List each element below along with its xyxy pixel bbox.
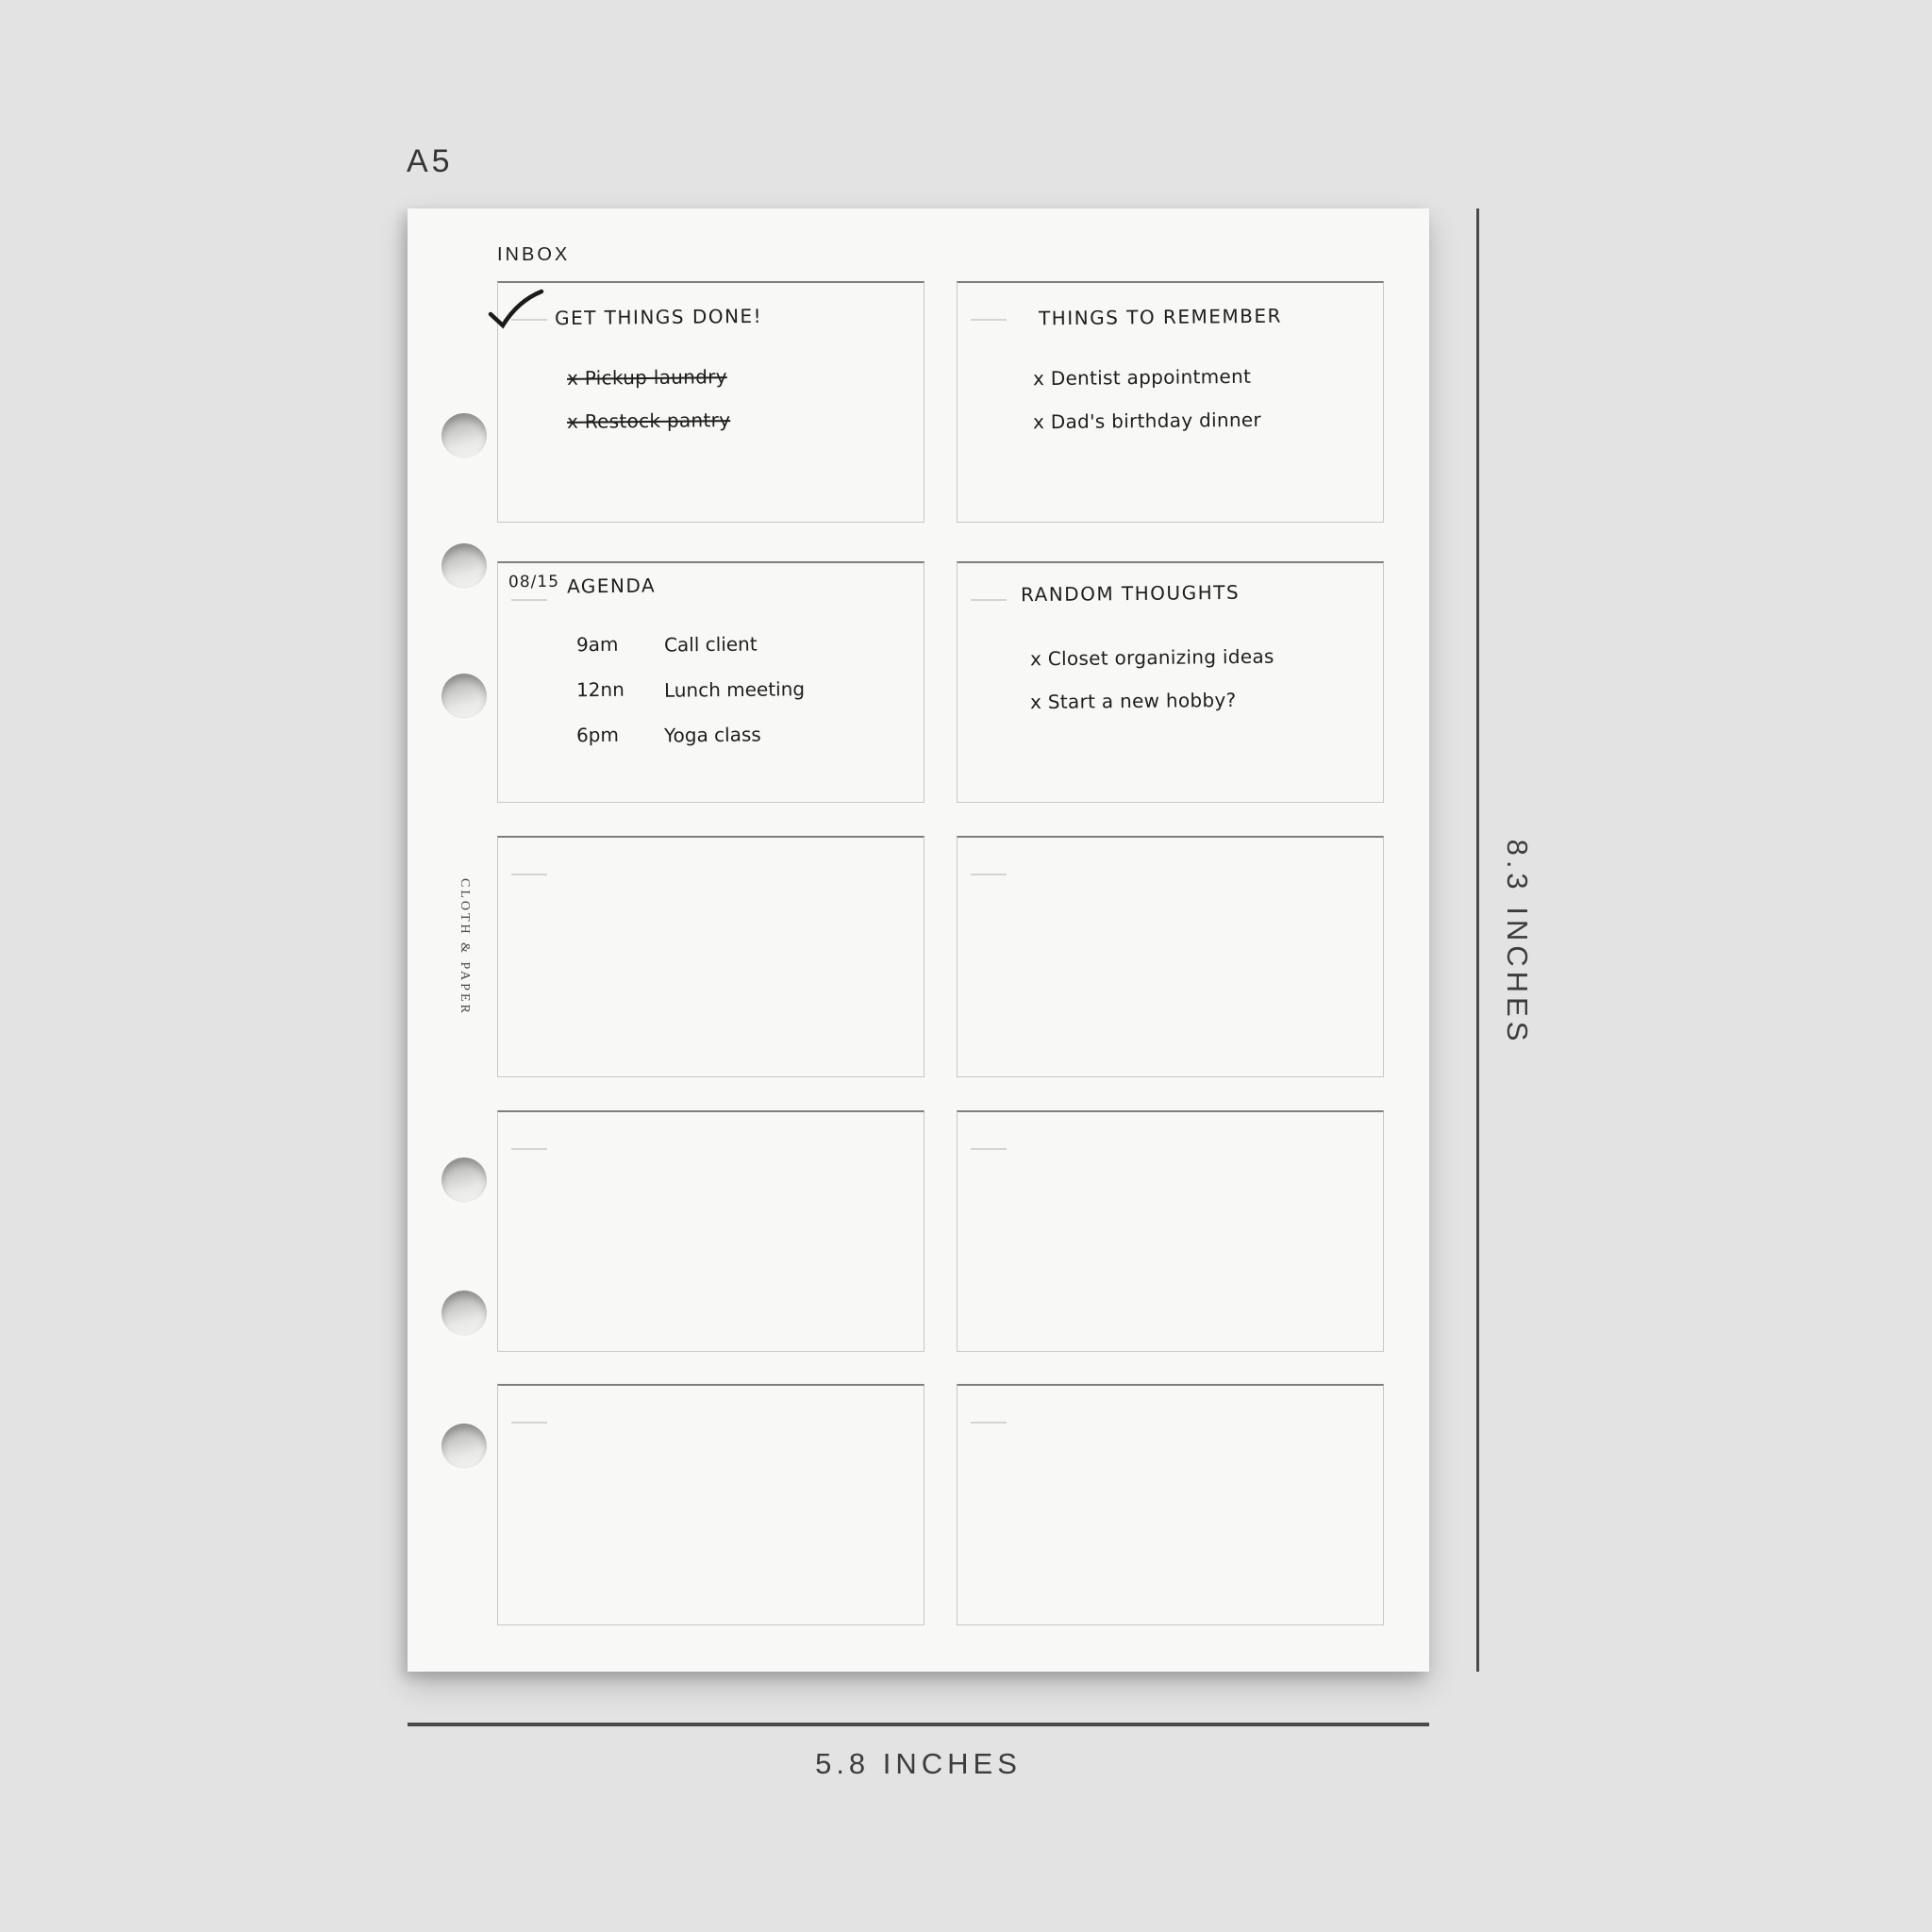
todo-item: x Closet organizing ideas xyxy=(1029,644,1274,671)
binder-hole xyxy=(441,413,487,458)
binder-hole xyxy=(441,1158,487,1203)
width-measure-line xyxy=(408,1723,1429,1726)
box-title: GET THINGS DONE! xyxy=(554,304,763,330)
checkmark-icon xyxy=(487,287,545,330)
guide-line xyxy=(511,1422,547,1424)
guide-line xyxy=(971,1422,1007,1424)
schedule-activity: Lunch meeting xyxy=(663,677,806,702)
box-empty xyxy=(957,1384,1384,1625)
box-title: RANDOM THOUGHTS xyxy=(1020,580,1241,607)
planner-page xyxy=(408,208,1429,1672)
binder-hole xyxy=(441,674,487,719)
height-measure-line xyxy=(1476,208,1479,1672)
box-empty xyxy=(497,836,924,1077)
todo-item: x Pickup laundry xyxy=(566,365,727,390)
binder-hole xyxy=(441,1424,487,1469)
guide-line xyxy=(971,874,1007,875)
schedule-time: 9am xyxy=(575,632,619,657)
guide-line xyxy=(971,599,1007,601)
box-title: AGENDA xyxy=(566,574,657,598)
size-label: A5 xyxy=(407,143,454,179)
guide-line xyxy=(971,319,1007,321)
width-measure-label: 5.8 INCHES xyxy=(815,1747,1022,1780)
binder-hole xyxy=(441,543,487,589)
guide-line xyxy=(511,874,547,875)
box-empty xyxy=(957,1110,1384,1352)
box-empty xyxy=(497,1384,924,1625)
box-get-things-done xyxy=(497,281,924,523)
schedule-time: 6pm xyxy=(575,723,620,747)
box-empty xyxy=(957,836,1384,1077)
agenda-date: 08/15 xyxy=(508,572,560,592)
brand-vertical-text: CLOTH & PAPER xyxy=(458,878,472,1016)
box-random-thoughts xyxy=(957,561,1384,803)
todo-item: x Start a new hobby? xyxy=(1029,688,1237,714)
todo-item: x Dentist appointment xyxy=(1032,364,1252,391)
guide-line xyxy=(971,1148,1007,1150)
box-agenda xyxy=(497,561,924,803)
page-title: INBOX xyxy=(497,244,571,265)
box-title: THINGS TO REMEMBER xyxy=(1038,304,1283,330)
box-things-to-remember xyxy=(957,281,1384,523)
schedule-activity: Yoga class xyxy=(663,723,761,747)
guide-line xyxy=(511,599,547,601)
guide-line xyxy=(511,1148,547,1150)
schedule-time: 12nn xyxy=(575,677,625,702)
todo-item: x Dad's birthday dinner xyxy=(1032,408,1262,434)
binder-hole xyxy=(441,1291,487,1336)
box-empty xyxy=(497,1110,924,1352)
height-measure-label: 8.3 INCHES xyxy=(1501,839,1534,1046)
todo-item: x Restock pantry xyxy=(566,408,731,433)
schedule-activity: Call client xyxy=(663,632,758,657)
